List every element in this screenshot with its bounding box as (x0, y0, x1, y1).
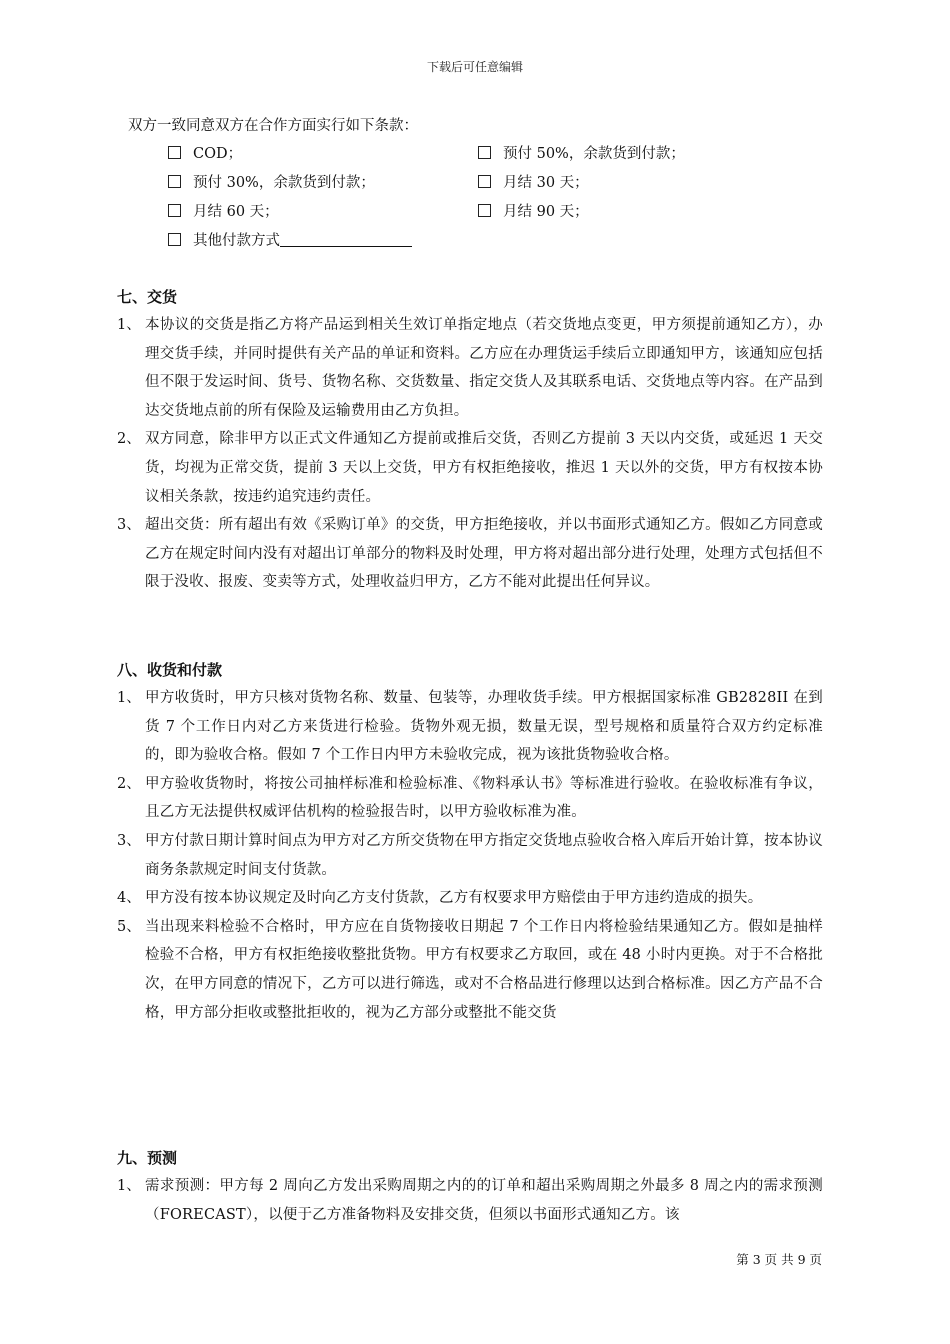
clause-item: 2、 双方同意，除非甲方以正式文件通知乙方提前或推后交货，否则乙方提前 3 天以内交货，或延迟 1 天交货，均视为正常交货，提前 3 天以上交货，甲方有权拒绝接收，推迟 1 天以外的交货，甲方有权按本协议相关条款，按违约追究违约责任。 (117, 431, 823, 505)
section-receipt-payment (117, 656, 827, 1027)
payment-option[interactable]: 月结 60 天； (168, 200, 478, 229)
clause-item: 5、 当出现来料检验不合格时，甲方应在自货物接收日期起 7 个工作日内将检验结果通知乙方。假如是抽样检验不合格，甲方有权拒绝接收整批货物。甲方有权要求乙方取回，或在 48 小时内更换。对于不合格批次，在甲方同意的情况下，乙方可以进行筛选，或对不合格品进行修理以达到合格标准。因乙方产品不合格，甲方部分拒收或整批拒收的，视为乙方部分或整批不能交货 (117, 918, 823, 1021)
clause-item: 1、 需求预测：甲方每 2 周向乙方发出采购周期之内的的订单和超出采购周期之外最多 8 周之内的需求预测（FORECAST），以便于乙方准备物料及安排交货，但须以书面形式通知乙方。该 (117, 1178, 823, 1223)
section-heading: 七、交货 (117, 288, 178, 306)
payment-option[interactable]: 月结 90 天； (478, 200, 788, 229)
option-row (168, 142, 808, 171)
clause-item: 1、 甲方收货时，甲方只核对货物名称、数量、包装等，办理收货手续。甲方根据国家标准 GB2828II 在到货 7 个工作日内对乙方来货进行检验。货物外观无损，数量无误，型号规格和质量符合双方约定标准的，即为验收合格。假如 7 个工作日内甲方未验收完成，视为该批货物验收合格。 (117, 690, 823, 764)
option-row (168, 171, 808, 200)
checkbox-icon[interactable] (478, 175, 491, 188)
checkbox-icon[interactable] (168, 204, 181, 217)
section-heading: 八、收货和付款 (117, 661, 223, 679)
payment-option[interactable]: 预付 30%，余款货到付款； (168, 171, 478, 200)
clause-item: 3、 超出交货：所有超出有效《采购订单》的交货，甲方拒绝接收，并以书面形式通知乙方。假如乙方同意或乙方在规定时间内没有对超出订单部分的物料及时处理，甲方将对超出部分进行处理，处理方式包括但不限于没收、报废、变卖等方式，处理收益归甲方，乙方不能对此提出任何异议。 (117, 517, 823, 591)
clause-item: 4、 甲方没有按本协议规定及时向乙方支付货款，乙方有权要求甲方赔偿由于甲方违约造成的损失。 (117, 890, 763, 907)
option-row (168, 229, 808, 258)
payment-option[interactable]: 预付 50%，余款货到付款； (478, 142, 788, 171)
checkbox-icon[interactable] (478, 204, 491, 217)
payment-intro: 双方一致同意双方在合作方面实行如下条款： (128, 118, 418, 134)
checkbox-icon[interactable] (168, 233, 181, 246)
checkbox-icon[interactable] (168, 146, 181, 159)
payment-option[interactable]: 月结 30 天； (478, 171, 788, 200)
page-number: 第 3 页 共 9 页 (736, 1252, 822, 1267)
section-forecast (117, 1144, 827, 1229)
checkbox-icon[interactable] (478, 146, 491, 159)
payment-option[interactable]: COD； (168, 142, 478, 171)
section-heading: 九、预测 (117, 1149, 178, 1167)
clause-item: 3、 甲方付款日期计算时间点为甲方对乙方所交货物在甲方指定交货地点验收合格入库后开始计算，按本协议商务条款规定时间支付货款。 (117, 832, 823, 878)
clause-item: 1、 本协议的交货是指乙方将产品运到相关生效订单指定地点（若交货地点变更，甲方须提前通知乙方），办理交货手续，并同时提供有关产品的单证和资料。乙方应在办理货运手续后立即通知甲方，该通知应包括但不限于发运时间、货号、货物名称、交货数量、指定交货人及其联系电话、交货地点等内容。在产品到达交货地点前的所有保险及运输费用由乙方负担。 (117, 317, 823, 419)
clause-item: 2、 甲方验收货物时，将按公司抽样标准和检验标准、《物料承认书》等标准进行验收。在验收标准有争议，且乙方无法提供权威评估机构的检验报告时，以甲方验收标准为准。 (117, 775, 823, 821)
payment-options (168, 142, 808, 258)
payment-option-other[interactable]: 其他付款方式 (168, 229, 478, 258)
section-delivery (117, 283, 827, 597)
option-row (168, 200, 808, 229)
page-header: 下载后可任意编辑 (426, 60, 523, 74)
checkbox-icon[interactable] (168, 175, 181, 188)
fill-in-blank[interactable] (280, 232, 412, 247)
